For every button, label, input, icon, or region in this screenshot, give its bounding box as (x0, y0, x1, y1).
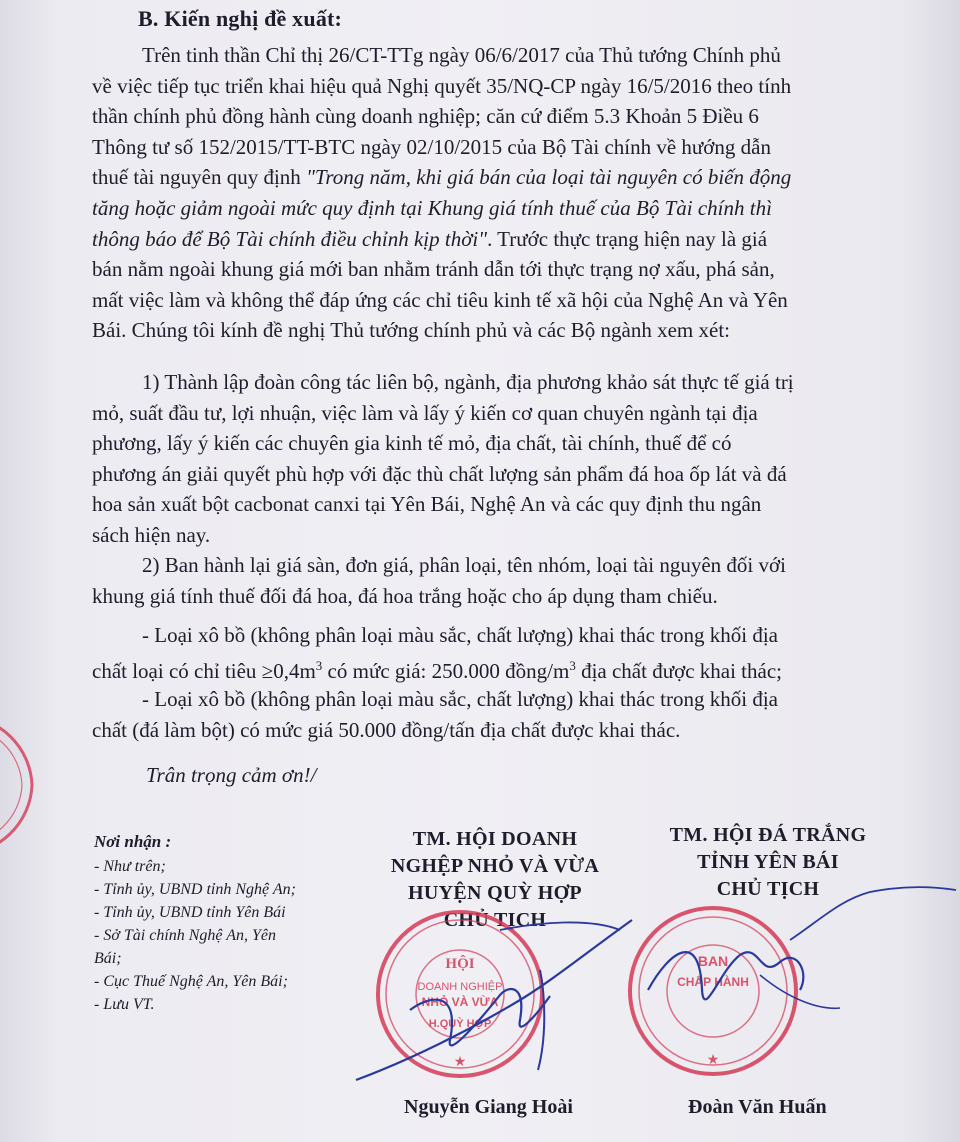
list-item: - Sở Tài chính Nghệ An, Yên (94, 927, 277, 944)
stamp-text: H.QUỲ HỢP (428, 1018, 492, 1030)
text-line: TM. HỘI ĐÁ TRẮNG (669, 824, 867, 846)
text-line: CHỦ TỊCH (716, 878, 820, 900)
text-line: TM. HỘI DOANH (412, 828, 578, 850)
text-line: CHỦ TỊCH (443, 909, 547, 931)
intro-paragraph (92, 40, 912, 346)
text-line: NGHỆP NHỎ VÀ VỪA (390, 855, 600, 877)
quote-lead: thuế tài nguyên quy định (92, 165, 307, 190)
text-line: - Loại xô bồ (không phân loại màu sắc, chất lượng) khai thác trong khối địa (142, 687, 778, 711)
text-line: 1) Thành lập đoàn công tác liên bộ, ngành, địa phương khảo sát thực tế giá trị (142, 370, 794, 394)
svg-text:★: ★ (453, 1055, 467, 1070)
left-signer-name: Nguyễn Giang Hoài (404, 1096, 573, 1118)
list-item: - Lưu VT. (94, 996, 155, 1013)
text-line: mất việc làm và không thể đáp ứng các chỉ tiêu kinh tế xã hội của Nghệ An và Yên (92, 287, 788, 312)
left-signature (350, 900, 640, 1090)
bullet-2-paragraph (92, 684, 912, 745)
text-line (92, 162, 912, 193)
list-item: Bái; (94, 950, 122, 967)
text-line: bán nằm ngoài khung giá mới ban nhằm tránh dẫn tới thực trạng nợ xấu, phá sản, (92, 257, 775, 282)
stamp-text: DOANH NGHIỆP (417, 981, 503, 993)
text-line (92, 651, 912, 687)
recipients-title: Nơi nhận : (94, 832, 172, 851)
item-1-paragraph (92, 367, 912, 551)
superscript: 3 (315, 657, 323, 673)
bullet-text: địa chất được khai thác; (575, 658, 782, 683)
bullet-text: chất loại có chỉ tiêu ≥0,4m (92, 658, 316, 683)
quote-text: "Trong năm, khi giá bán của loại tài nguyên có biến động (306, 165, 792, 190)
margin-stamp-fragment (0, 710, 46, 860)
text-line: phương án giải quyết phù hợp với đặc thù chất lượng sản phẩm đá hoa ốp lát và đá (92, 461, 787, 486)
text-line: Bái. Chúng tôi kính đề nghị Thủ tướng chính phủ và các Bộ ngành xem xét: (92, 318, 731, 343)
stamp-text: HỘI (445, 956, 475, 972)
right-signature (640, 880, 958, 1040)
text-line: chất (đá làm bột) có mức giá 50.000 đồng/tấn địa chất được khai thác. (92, 717, 681, 742)
text-line: khung giá tính thuế đối đá hoa, đá hoa trắng hoặc cho áp dụng tham chiếu. (92, 583, 718, 608)
recipients-list (94, 830, 366, 1016)
text-line: phương, lấy ý kiến các chuyên gia kinh tế mỏ, địa chất, tài chính, thuế để có (92, 431, 732, 456)
text-line: mỏ, suất đầu tư, lợi nhuận, việc làm và lấy ý kiến cơ quan chuyên ngành tại địa (92, 400, 758, 425)
bullet-1-paragraph (92, 620, 912, 686)
section-heading: B. Kiến nghị đề xuất: (138, 6, 343, 31)
text-line: thần chính phủ đồng hành cùng doanh nghiệp; căn cứ điểm 5.3 Khoản 5 Điều 6 (92, 104, 759, 129)
text-line: - Loại xô bồ (không phân loại màu sắc, chất lượng) khai thác trong khối địa (142, 623, 778, 647)
text-line (92, 193, 912, 224)
superscript: 3 (569, 657, 576, 673)
quote-tail: . Trước thực trạng hiện nay là giá (487, 226, 768, 251)
stamp-text: CHẤP HÀNH (677, 975, 749, 989)
item-2-paragraph (92, 550, 912, 611)
text-line: sách hiện nay. (92, 522, 211, 547)
text-line: Thông tư số 152/2015/TT-BTC ngày 02/10/2015 của Bộ Tài chính về hướng dẫn (92, 134, 771, 159)
stamp-text: BAN (697, 953, 729, 969)
text-line (92, 224, 912, 255)
bullet-text: có mức giá: 250.000 đồng/m (322, 658, 570, 683)
list-item: - Cục Thuế Nghệ An, Yên Bái; (94, 973, 288, 990)
text-line: Trên tinh thần Chỉ thị 26/CT-TTg ngày 06/6/2017 của Thủ tướng Chính phủ (142, 43, 781, 67)
quote-text: tăng hoặc giảm ngoài mức quy định tại Khung giá tính thuế của Bộ Tài chính thì (92, 195, 772, 220)
svg-text:★: ★ (706, 1053, 720, 1068)
text-line: TỈNH YÊN BÁI (697, 851, 839, 873)
text-line: hoa sản xuất bột cacbonat canxi tại Yên Bái, Nghệ An và các quy định thu ngân (92, 492, 762, 517)
list-item: - Tỉnh ủy, UBND tỉnh Nghệ An; (94, 881, 296, 898)
list-item: - Tỉnh ủy, UBND tỉnh Yên Bái (94, 904, 286, 921)
closing-line: Trân trọng cảm ơn!/ (146, 763, 317, 787)
stamp-text: NHỎ VÀ VỪA (421, 995, 499, 1009)
text-line: 2) Ban hành lại giá sàn, đơn giá, phân loại, tên nhóm, loại tài nguyên đối với (142, 553, 786, 577)
text-line: về việc tiếp tục triển khai hiệu quả Nghị quyết 35/NQ-CP ngày 16/5/2016 theo tính (92, 73, 792, 98)
right-signer-name: Đoàn Văn Huấn (688, 1096, 827, 1118)
list-item: - Như trên; (94, 858, 166, 875)
text-line: HUYỆN QUỲ HỢP (408, 882, 582, 904)
quote-text: thông báo để Bộ Tài chính điều chỉnh kịp thời" (92, 226, 488, 251)
